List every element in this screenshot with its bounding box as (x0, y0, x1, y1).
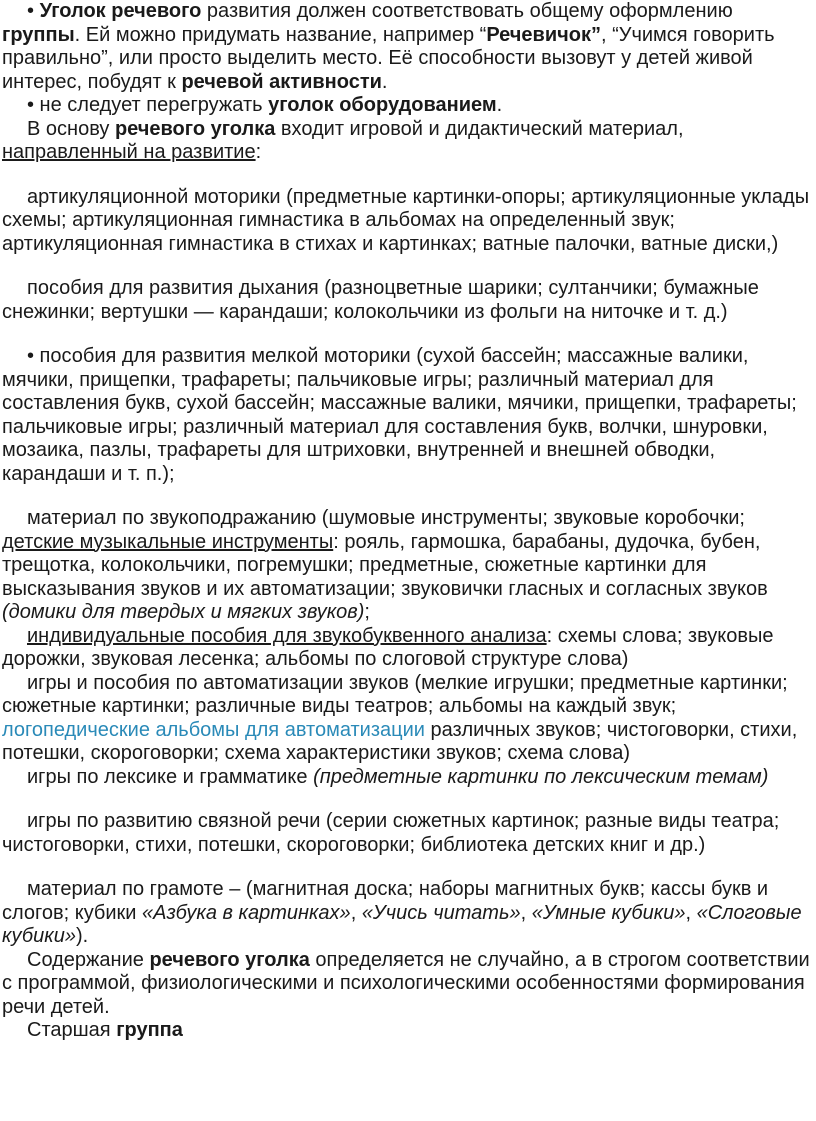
speech-therapy-albums-link[interactable]: логопедические альбомы для автоматизации (2, 718, 425, 741)
paragraph-lexicon-grammar: игры по лексике и грамматике (предметные картинки по лексическим темам) (27, 765, 769, 788)
paragraph-content: Содержание речевого уголка определяется не случайно, а в строгом соответствии с программой, физиологическими и психологическими особенностями формирования речи детей. (2, 948, 810, 1018)
paragraph-literacy: материал по грамоте – (магнитная доска; наборы магнитных букв; кассы букв и слогов; кубики «Азбука в картинках», «Учись читать», «Умные кубики», «Слоговые кубики»). (2, 878, 802, 947)
paragraph-onomatopoeia: материал по звукоподражанию (шумовые инструменты; звуковые коробочки; детские музыкальные инструменты: рояль, гармошка, барабаны, дудочка, бубен, трещотка, колокольчики, погремушки; предметные, сюжетные картинки для высказывания звуков и их автоматизации; звуковички гласных и согласных звуков (домики для твердых и мягких звуков); (2, 507, 768, 623)
paragraph-senior-group: Старшая группа (27, 1019, 183, 1041)
paragraph-no-overload: • не следует перегружать уголок оборудованием. (27, 94, 503, 116)
paragraph-coherent-speech: игры по развитию связной речи (серии сюжетных картинок; разные виды театра; чистоговорки, стихи, потешки, скороговорки; библиотека детских книг и др.) (2, 810, 780, 856)
paragraph-sound-automation: игры и пособия по автоматизации звуков (мелкие игрушки; предметные картинки; сюжетные картинки; различные виды театров; альбомы на каждый звук; логопедические альбомы для автоматизации различных звуков; чистоговорки, стихи, потешки, скороговорки; схема характеристики звуков; схема слова) (2, 671, 798, 764)
paragraph-corner-design: • Уголок речевого развития должен соответствовать общему оформлению группы. Ей можно придумать название, например “Речевичок”, “Учимся говорить правильно”, или просто выделить место. Её способности вызовут у детей живой интерес, побудят к речевой активности. (2, 0, 775, 93)
paragraph-articulation: артикуляционной моторики (предметные картинки-опоры; артикуляционные уклады схемы; артикуляционная гимнастика в альбомах на определенный звук; артикуляционная гимнастика в стихах и картинках; ватные палочки, ватные диски,) (2, 185, 810, 255)
paragraph-fine-motor: • пособия для развития мелкой моторики (сухой бассейн; массажные валики, мячики, прищепки, трафареты; пальчиковые игры; различный материал для составления букв, сухой бассейн; массажные валики, мячики, прищепки, трафареты; пальчиковые игры; различный материал для составления букв, волчки, шнуровки, мозаика, пазлы, трафареты для штриховки, внутренней и внешней обводки, карандаши и т. п.); (2, 345, 797, 485)
paragraph-sound-letter-analysis: индивидуальные пособия для звукобуквенного анализа: схемы слова; звуковые дорожки, звуковая лесенка; альбомы по слоговой структуре слова) (2, 624, 774, 670)
paragraph-breathing: пособия для развития дыхания (разноцветные шарики; султанчики; бумажные снежинки; вертушки — карандаши; колокольчики из фольги на ниточке и т. д.) (2, 277, 759, 323)
paragraph-basis: В основу речевого уголка входит игровой и дидактический материал, направленный на развитие: (2, 117, 684, 163)
